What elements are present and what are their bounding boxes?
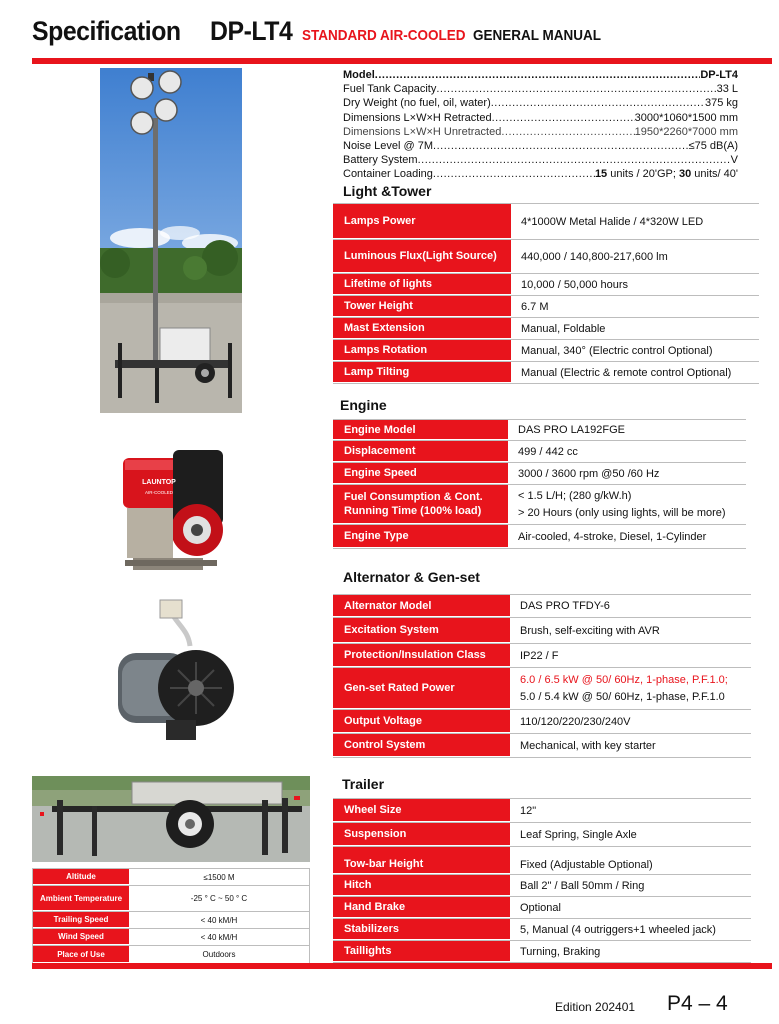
spec-label: Noise Level @ 7M — [343, 140, 434, 153]
section-title-trailer: Trailer — [342, 776, 385, 792]
row-value: 3000 / 3600 rpm @50 /60 Hz — [518, 467, 660, 480]
edition-label: Edition 202401 — [555, 1000, 636, 1014]
top-divider — [32, 58, 772, 64]
row-label: Lamps Rotation — [333, 340, 511, 361]
engine-logo-sub: AIR-COOLED — [144, 490, 174, 495]
table-row — [333, 710, 751, 734]
table-row — [333, 240, 759, 274]
page-title: Specification — [32, 16, 181, 46]
spec-value: 1950*2260*7000 mm — [634, 125, 738, 138]
container-40-unit: units/ 40' — [691, 168, 738, 181]
row-value: Mechanical, with key starter — [520, 739, 656, 752]
row-label: Engine Speed — [333, 463, 508, 484]
rated-power-line: 6.0 / 6.5 kW @ 50/ 60Hz, 1-phase, P.F.1.0; — [520, 673, 728, 686]
row-label: Ambient Temperature — [33, 886, 129, 911]
row-label: Suspension — [333, 823, 510, 846]
row-label: Wheel Size — [333, 799, 510, 822]
container-20gp-unit: units / 20'GP; — [607, 168, 679, 181]
row-label: Lifetime of lights — [333, 274, 511, 295]
spec-value: DP-LT4 — [700, 69, 738, 81]
subtitle-black: GENERAL MANUAL — [473, 27, 602, 44]
bottom-divider — [32, 963, 772, 969]
section-title-light-tower: Light &Tower — [343, 183, 432, 199]
row-label: Stabilizers — [333, 919, 510, 940]
trailer-table — [333, 798, 751, 963]
row-value-line: < 1.5 L/H; (280 g/kW.h) — [518, 489, 632, 502]
spec-label: Dimensions L×W×H Retracted — [343, 111, 492, 124]
table-row — [333, 203, 759, 240]
row-value: 440,000 / 140,800-217,600 lm — [521, 250, 668, 263]
row-value: ≤1500 M — [203, 872, 235, 882]
row-value: Ball 2" / Ball 50mm / Ring — [520, 879, 645, 892]
row-label: Place of Use — [33, 946, 129, 963]
row-label: Mast Extension — [333, 318, 511, 339]
spec-row-container — [343, 167, 738, 181]
engine-photo — [115, 448, 227, 580]
table-row — [333, 798, 751, 823]
alternator-photo — [108, 598, 236, 746]
row-label: Trailing Speed — [33, 912, 129, 928]
row-label: Hitch — [333, 875, 510, 896]
spec-value: ≤75 dB(A) — [688, 140, 738, 153]
spec-value: 3000*1060*1500 mm — [634, 111, 738, 124]
row-value: Turning, Braking — [520, 945, 601, 958]
row-value: DAS PRO TFDY-6 — [520, 600, 610, 612]
row-value: Fixed (Adjustable Optional) — [520, 858, 653, 871]
row-value: IP22 / F — [520, 649, 559, 662]
table-row — [333, 441, 746, 463]
table-row — [333, 525, 746, 549]
subtitle-red: STANDARD AIR-COOLED — [302, 27, 466, 44]
spec-row-dry-weight — [343, 96, 738, 110]
spec-value: 375 kg — [704, 97, 738, 110]
table-row — [333, 823, 751, 847]
row-label: Output Voltage — [333, 710, 510, 733]
table-row — [333, 919, 751, 941]
row-value — [510, 668, 728, 709]
spec-row-dim-retracted — [343, 111, 738, 125]
table-row — [333, 463, 746, 485]
row-value: -25 ° C ~ 50 ° C — [190, 894, 248, 903]
table-row — [333, 875, 751, 897]
table-row — [333, 296, 759, 318]
row-label: Fuel Consumption & Cont. Running Time (100% load) — [333, 485, 508, 524]
table-row — [33, 912, 309, 929]
page-header — [32, 14, 772, 54]
table-row — [33, 886, 309, 912]
operating-conditions-table — [32, 868, 310, 964]
page-number: P4 – 4 — [667, 992, 728, 1015]
row-value: 499 / 442 cc — [518, 445, 578, 458]
row-value: Optional — [520, 901, 561, 914]
row-label: Lamp Tilting — [333, 362, 511, 383]
row-value: DAS PRO LA192FGE — [518, 424, 625, 436]
table-row — [333, 941, 751, 963]
table-row — [333, 485, 746, 525]
row-value: Outdoors — [202, 950, 236, 959]
table-row — [333, 419, 746, 441]
row-label: Altitude — [33, 869, 129, 885]
spec-value: V — [730, 154, 738, 167]
spec-label: Container Loading — [343, 168, 433, 181]
row-label: Engine Type — [333, 525, 508, 548]
row-value: Manual (Electric & remote control Optional) — [521, 366, 732, 379]
spec-label: Fuel Tank Capacity — [343, 83, 437, 96]
row-value — [508, 485, 726, 524]
table-row — [333, 644, 751, 668]
row-label: Wind Speed — [33, 929, 129, 945]
row-label: Excitation System — [333, 618, 510, 643]
row-value: < 40 kM/H — [200, 915, 238, 925]
row-value: 12" — [520, 804, 537, 817]
table-row — [33, 946, 309, 963]
row-value: Leaf Spring, Single Axle — [520, 828, 637, 841]
row-value: Manual, Foldable — [521, 322, 606, 335]
row-value: 110/120/220/230/240V — [520, 715, 631, 728]
row-value: 4*1000W Metal Halide / 4*320W LED — [521, 215, 704, 228]
row-label: Hand Brake — [333, 897, 510, 918]
table-row — [333, 897, 751, 919]
row-label: Luminous Flux(Light Source) — [333, 240, 511, 273]
row-value-line: > 20 Hours (only using lights, will be more) — [518, 506, 726, 519]
spec-label: Dry Weight (no fuel, oil, water) — [343, 97, 491, 110]
row-value: Brush, self-exciting with AVR — [520, 624, 660, 637]
section-title-engine: Engine — [340, 397, 387, 413]
engine-table — [333, 419, 746, 549]
spec-row-battery — [343, 153, 738, 167]
alternator-table — [333, 594, 751, 758]
spec-row-model — [343, 68, 738, 82]
row-value: Manual, 340° (Electric control Optional) — [521, 344, 713, 357]
row-label: Displacement — [333, 441, 508, 462]
rated-power-line: 5.0 / 5.4 kW @ 50/ 60Hz, 1-phase, P.F.1.0 — [520, 690, 725, 703]
spec-label: Model — [343, 69, 375, 81]
row-label: Lamps Power — [333, 204, 511, 239]
spec-value: 33 L — [716, 83, 738, 96]
spec-row-noise — [343, 139, 738, 153]
spec-label: Dimensions L×W×H Unretracted — [343, 125, 502, 138]
row-value: 5, Manual (4 outriggers+1 wheeled jack) — [520, 923, 716, 936]
table-row — [333, 340, 759, 362]
table-row — [333, 668, 751, 710]
row-value: < 40 kM/H — [200, 932, 238, 942]
table-row — [33, 869, 309, 886]
basic-spec-list — [343, 68, 738, 182]
row-label: Tow-bar Height — [333, 847, 510, 874]
table-row — [333, 734, 751, 758]
trailer-photo — [32, 776, 310, 862]
row-label: Gen-set Rated Power — [333, 668, 510, 709]
row-value: 10,000 / 50,000 hours — [521, 278, 629, 291]
row-label: Control System — [333, 734, 510, 757]
container-20gp-count: 15 — [594, 168, 608, 181]
engine-logo-text: LAUNTOP — [142, 479, 176, 486]
table-row — [33, 929, 309, 946]
light-tower-photo — [100, 68, 242, 413]
model-title: DP-LT4 — [210, 16, 293, 46]
row-label: Alternator Model — [333, 595, 510, 617]
row-value: 6.7 M — [521, 300, 549, 313]
table-row — [333, 318, 759, 340]
light-tower-table — [333, 203, 759, 384]
spec-value — [595, 167, 738, 181]
container-40-count: 30 — [679, 168, 692, 181]
spec-label: Battery System — [343, 154, 418, 167]
table-row — [333, 362, 759, 384]
row-value: Air-cooled, 4-stroke, Diesel, 1-Cylinder — [518, 530, 707, 543]
row-label: Tower Height — [333, 296, 511, 317]
spec-row-fuel-tank — [343, 82, 738, 96]
row-label: Engine Model — [333, 420, 508, 440]
table-row — [333, 618, 751, 644]
table-row — [333, 274, 759, 296]
row-label: Protection/Insulation Class — [333, 644, 510, 667]
table-row — [333, 847, 751, 875]
row-label: Taillights — [333, 941, 510, 962]
table-row — [333, 594, 751, 618]
section-title-alternator: Alternator & Gen-set — [343, 569, 480, 585]
spec-row-dim-unretracted — [343, 125, 738, 139]
